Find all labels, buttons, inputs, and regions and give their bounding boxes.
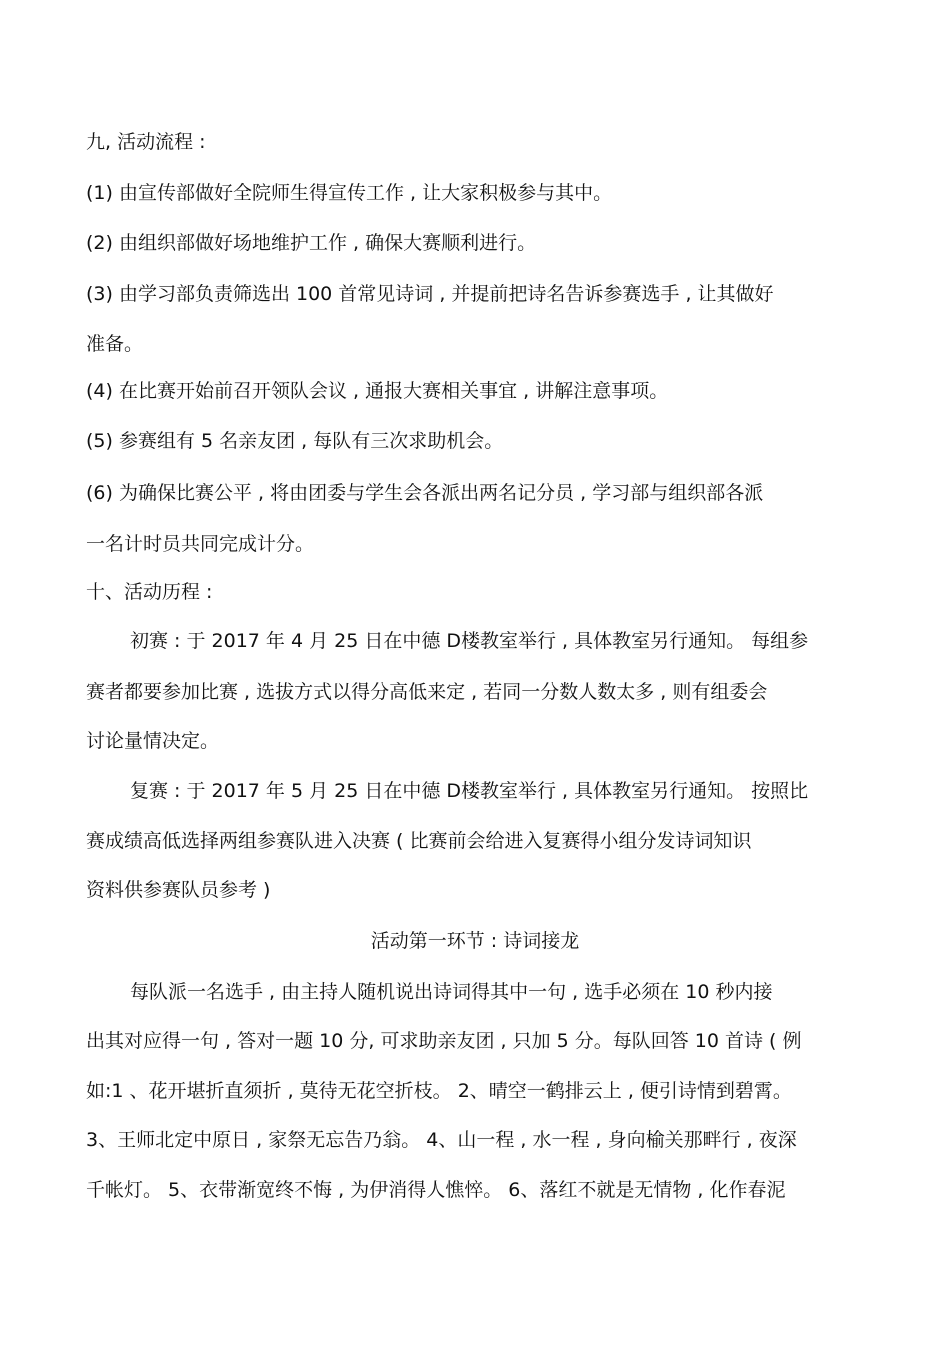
text-line: 3、王师北定中原日 , 家祭无忘告乃翁。 4、山一程 , 水一程 , 身向榆关那畔行 , 夜深 (86, 1129, 797, 1151)
text-line: (4) 在比赛开始前召开领队会议 , 通报大赛相关事宜 , 讲解注意事项。 (86, 380, 669, 402)
text-line: 千帐灯。 5、衣带渐宽终不悔 , 为伊消得人憔悴。 6、落红不就是无情物 , 化作春泥 (86, 1179, 786, 1201)
text-line: (1) 由宣传部做好全院师生得宣传工作 , 让大家积极参与其中。 (86, 182, 613, 204)
text-line: (3) 由学习部负责筛选出 100 首常见诗词 , 并提前把诗名告诉参赛选手 , 让其做好 (86, 283, 774, 305)
text-line: 资料供参赛队员参考 ) (86, 879, 271, 901)
text-line: 出其对应得一句 , 答对一题 10 分, 可求助亲友团 , 只加 5 分。每队回答 10 首诗 ( 例 (86, 1030, 802, 1052)
text-line: 一名计时员共同完成计分。 (86, 533, 315, 555)
text-line: 如:1 、花开堪折直须折 , 莫待无花空折枝。 2、晴空一鹤排云上 , 便引诗情到碧霄。 (86, 1080, 792, 1102)
text-line: 每队派一名选手 , 由主持人随机说出诗词得其中一句 , 选手必须在 10 秒内接 (130, 981, 773, 1003)
text-line: 准备。 (86, 333, 144, 355)
section-heading-9: 九, 活动流程 : (86, 131, 206, 153)
text-line: 赛者都要参加比赛 , 选拔方式以得分高低来定 , 若同一分数人数太多 , 则有组委会 (86, 681, 768, 703)
section-heading-10: 十、活动历程 : (86, 581, 213, 603)
text-line: (5) 参赛组有 5 名亲友团 , 每队有三次求助机会。 (86, 430, 504, 452)
text-line: (2) 由组织部做好场地维护工作 , 确保大赛顺利进行。 (86, 232, 537, 254)
text-line: 复赛 : 于 2017 年 5 月 25 日在中德 D楼教室举行 , 具体教室另行通知。 按照比 (130, 780, 809, 802)
text-line: (6) 为确保比赛公平 , 将由团委与学生会各派出两名记分员 , 学习部与组织部各派 (86, 482, 764, 504)
text-line: 讨论量情决定。 (86, 730, 220, 752)
subsection-title: 活动第一环节 : 诗词接龙 (370, 930, 580, 952)
text-line: 赛成绩高低选择两组参赛队进入决赛 ( 比赛前会给进入复赛得小组分发诗词知识 (86, 830, 752, 852)
text-line: 初赛 : 于 2017 年 4 月 25 日在中德 D楼教室举行 , 具体教室另行通知。 每组参 (130, 630, 809, 652)
